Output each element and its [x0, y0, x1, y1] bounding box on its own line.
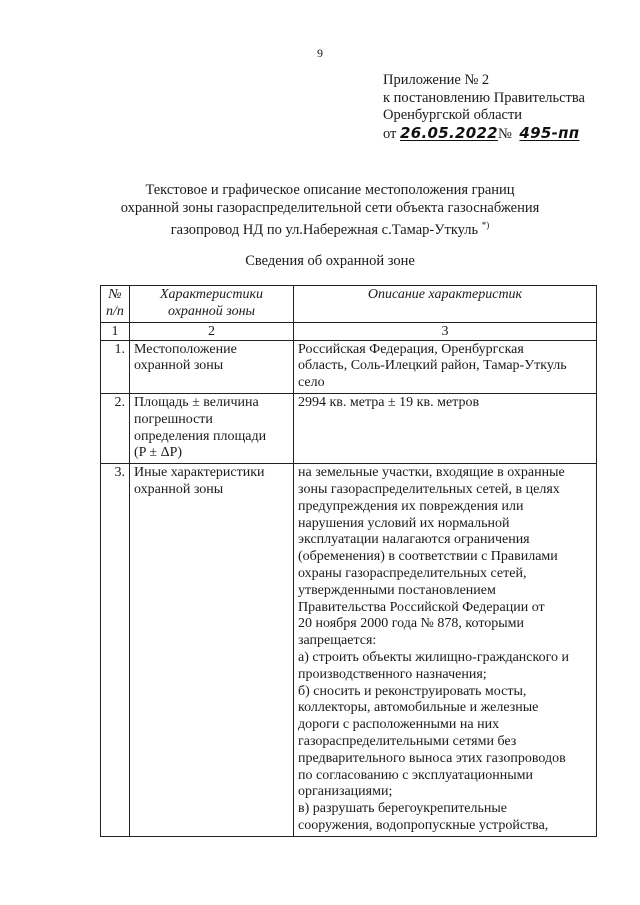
description-line: в) разрушать берегоукрепительные	[298, 801, 508, 817]
description-line: производственного назначения;	[298, 666, 487, 682]
characteristic-line: (P ± ΔP)	[134, 445, 183, 461]
footnote-mark: *)	[481, 220, 490, 230]
characteristic-line: определения площади	[134, 428, 267, 444]
appendix-block	[383, 72, 623, 143]
header-number: № п/п	[101, 286, 130, 323]
description-line: коллекторы, автомобильные и железные	[298, 700, 539, 716]
appendix-date-line	[383, 125, 623, 144]
row-number: 3.	[101, 464, 130, 837]
appendix-ref-line: к постановлению Правительства	[383, 89, 585, 106]
description-line: предварительного выноса этих газопроводов	[298, 750, 566, 766]
index-col-3: 3	[294, 322, 597, 340]
description-line: 2994 кв. метра ± 19 кв. метров	[298, 394, 480, 410]
description-line: а) строить объекты жилищно-гражданского и	[298, 649, 569, 665]
title-line-3-text: газопровод НД по ул.Набережная с.Тамар-Уткуль	[170, 221, 479, 238]
header-characteristic: Характеристики охранной зоны	[130, 286, 294, 323]
description-line: запрещается:	[298, 633, 377, 649]
description-line: утвержденными постановлением	[298, 582, 496, 598]
description-line: зоны газораспределительных сетей, в целях	[298, 481, 560, 497]
appendix-region-line: Оренбургской области	[383, 107, 523, 123]
number-sign: №	[497, 125, 512, 142]
index-col-2: 2	[130, 322, 294, 340]
table-row	[101, 393, 597, 463]
row-description	[294, 393, 597, 463]
title-line-2: охранной зоны газораспределительной сети объекта газоснабжения	[120, 199, 540, 216]
description-line: газораспределительными сетями без	[298, 733, 517, 749]
title-line-3	[95, 217, 565, 239]
description-line: по согласованию с эксплуатационными	[298, 767, 533, 783]
header-description: Описание характеристик	[294, 286, 597, 323]
description-line: организациями;	[298, 784, 393, 800]
description-line: охраны газораспределительных сетей,	[298, 565, 527, 581]
description-line: (обременения) в соответствии с Правилами	[298, 549, 558, 565]
zone-info-table	[100, 285, 597, 837]
description-line: нарушения условий их нормальной	[298, 515, 510, 531]
table-row	[101, 464, 597, 837]
description-line: сооружения, водопропускные устройства,	[298, 817, 549, 833]
characteristic-line: погрешности	[134, 411, 213, 427]
description-line: Российская Федерация, Оренбургская	[298, 341, 524, 357]
characteristic-line: Иные характеристики	[134, 465, 265, 481]
row-number: 1.	[101, 340, 130, 393]
table-index-row	[101, 322, 597, 340]
appendix-title: Приложение № 2	[383, 72, 490, 88]
description-line: Правительства Российской Федерации от	[298, 599, 545, 615]
description-line: область, Соль-Илецкий район, Тамар-Уткуль	[298, 358, 567, 374]
description-line: на земельные участки, входящие в охранные	[298, 465, 565, 481]
description-line: село	[298, 375, 325, 391]
row-description	[294, 464, 597, 837]
description-line: 20 ноября 2000 года № 878, которыми	[298, 616, 525, 632]
decree-date: 26.05.2022	[400, 123, 498, 142]
description-line: б) сносить и реконструировать мосты,	[298, 683, 527, 699]
document-title	[95, 182, 565, 239]
description-line: дороги с расположенными на них	[298, 717, 500, 733]
index-col-1: 1	[101, 322, 130, 340]
page-number: 9	[317, 46, 323, 60]
table-row	[101, 340, 597, 393]
date-prefix: от	[383, 125, 397, 142]
characteristic-line: Местоположение	[134, 341, 237, 357]
description-line: эксплуатации налагаются ограничения	[298, 532, 530, 548]
row-characteristic	[130, 464, 294, 837]
table-header-row	[101, 286, 597, 323]
description-line: предупреждения их повреждения или	[298, 498, 524, 514]
row-characteristic	[130, 393, 294, 463]
row-characteristic	[130, 340, 294, 393]
row-description	[294, 340, 597, 393]
decree-number: 495-пп	[519, 123, 580, 142]
characteristic-line: Площадь ± величина	[134, 394, 259, 410]
section-subtitle: Сведения об охранной зоне	[245, 253, 415, 269]
row-number: 2.	[101, 393, 130, 463]
characteristic-line: охранной зоны	[134, 481, 224, 497]
title-line-1: Текстовое и графическое описание местоположения границ	[145, 182, 515, 198]
characteristic-line: охранной зоны	[134, 358, 224, 374]
